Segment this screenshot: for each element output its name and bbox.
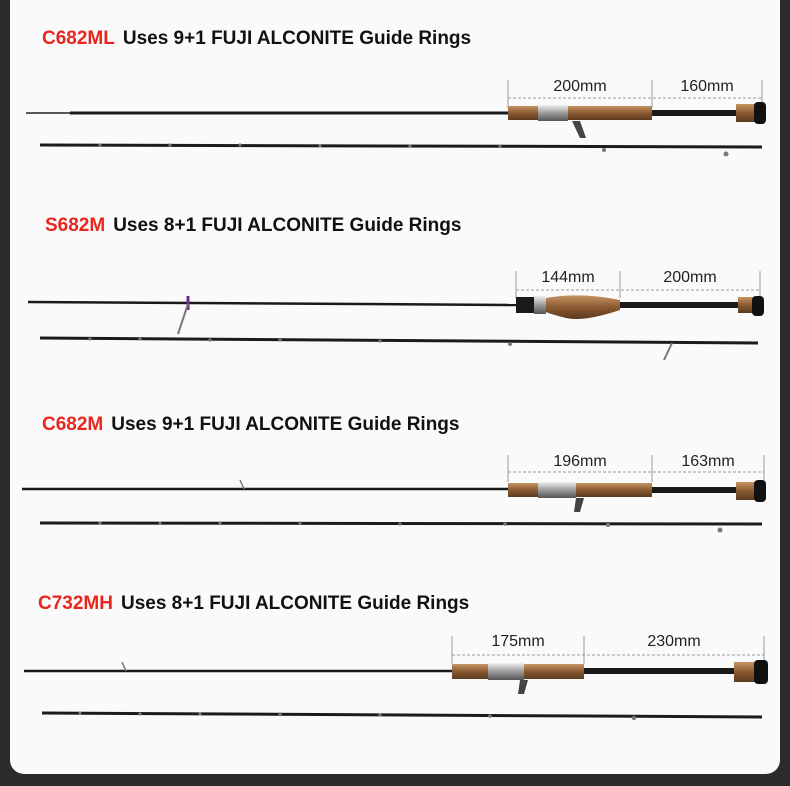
butt-grip — [738, 297, 754, 313]
rear-grip — [524, 664, 584, 679]
handle-length-b: 160mm — [680, 78, 734, 95]
reel-seat — [488, 663, 524, 680]
fore-grip — [452, 664, 488, 679]
reel-seat — [538, 105, 568, 121]
trigger — [518, 680, 528, 694]
butt-cap — [754, 660, 768, 684]
trigger — [572, 121, 586, 138]
butt-grip — [736, 104, 756, 122]
dimension-lines — [516, 271, 760, 298]
rod-2 — [28, 271, 764, 360]
guide-description: Uses 9+1 FUJI ALCONITE Guide Rings — [122, 28, 472, 49]
butt-section — [620, 302, 738, 308]
rod-blank-full — [40, 338, 758, 343]
butt-grip — [734, 662, 756, 682]
guide-description: Uses 9+1 FUJI ALCONITE Guide Rings — [111, 414, 460, 435]
handle-length-a: 144mm — [541, 269, 595, 286]
butt-grip — [736, 482, 756, 500]
fore-grip — [508, 106, 538, 120]
reel-seat — [534, 296, 546, 314]
model-code: C682ML — [42, 28, 115, 49]
dimension-lines — [508, 80, 762, 108]
handle-length-a: 196mm — [553, 453, 607, 470]
butt-cap — [752, 296, 764, 316]
stripping-guide — [178, 304, 188, 334]
butt-cap — [754, 480, 766, 502]
handle-length-a: 200mm — [553, 78, 607, 95]
rod-3 — [22, 455, 766, 533]
dimension-lines — [508, 455, 764, 482]
model-code: S682M — [45, 215, 106, 236]
fore-grip — [508, 483, 538, 497]
butt-section — [652, 487, 736, 493]
rear-grip — [576, 483, 652, 497]
butt-section — [652, 110, 736, 116]
model-code: C732MH — [38, 593, 113, 614]
handle-length-a: 175mm — [491, 633, 545, 650]
model-code: C682M — [42, 414, 104, 435]
dimension-lines — [452, 636, 764, 664]
trigger — [574, 498, 584, 512]
handle-length-b: 200mm — [663, 269, 717, 286]
rod-blank-full — [40, 145, 762, 147]
butt-section — [584, 668, 734, 674]
reel-seat — [538, 482, 576, 498]
rod-1 — [26, 80, 766, 157]
butt-cap — [754, 102, 766, 124]
handle-length-b: 163mm — [681, 453, 735, 470]
grip — [546, 295, 620, 319]
rod-4 — [24, 636, 768, 720]
rear-grip — [568, 106, 652, 120]
guide-description: Uses 8+1 FUJI ALCONITE Guide Rings — [120, 593, 470, 614]
guide-description: Uses 8+1 FUJI ALCONITE Guide Rings — [113, 215, 462, 236]
handle-length-b: 230mm — [647, 633, 701, 650]
rod-tip-section — [28, 302, 516, 305]
rod-blank-full — [42, 713, 762, 717]
